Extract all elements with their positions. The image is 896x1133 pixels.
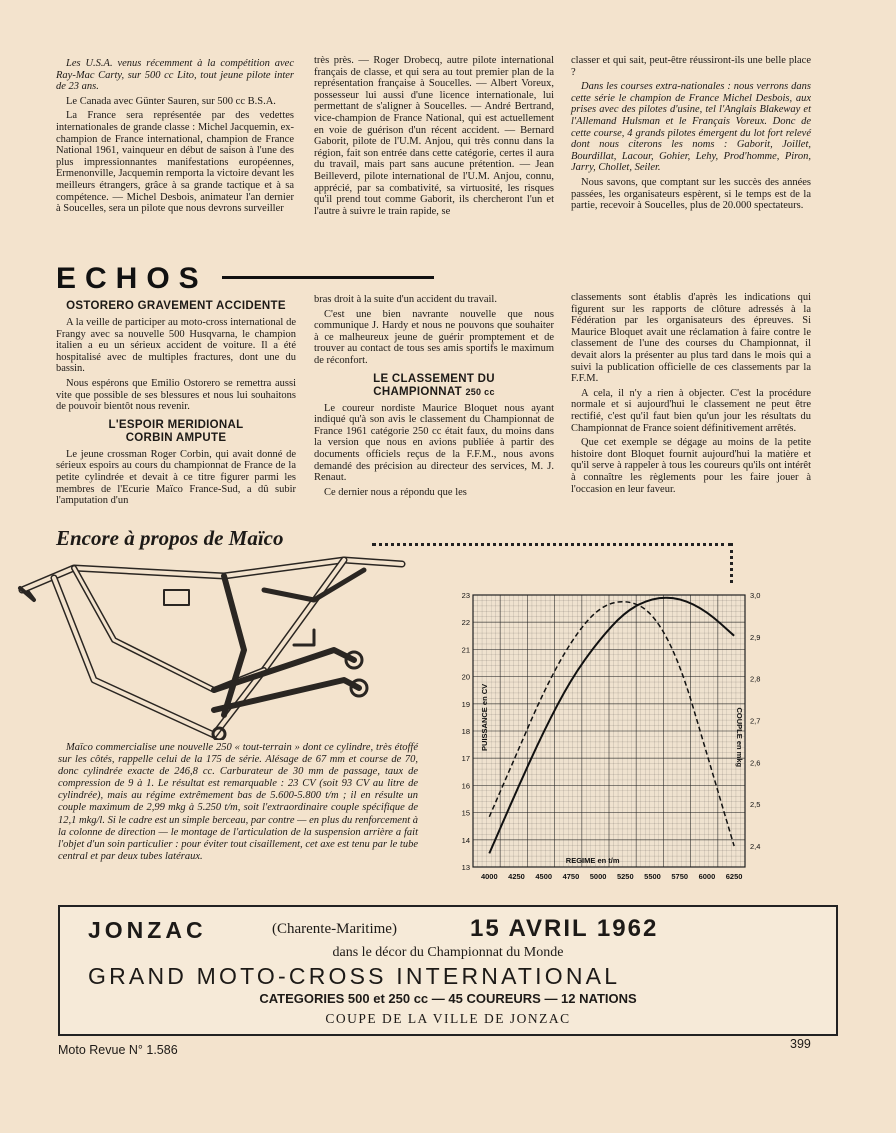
article-column-1: [56, 58, 294, 218]
dotted-border: [372, 543, 732, 546]
y2-tick-label: 2,5: [750, 800, 761, 810]
paragraph: Ce dernier nous a répondu que les: [324, 486, 467, 498]
echos-column-2: [314, 294, 554, 501]
paragraph: Le Canada avec Günter Sauren, sur 500 cc B.S.A.: [66, 95, 276, 107]
y2-tick-label: 2,9: [750, 632, 761, 642]
page-number: 399: [790, 1037, 811, 1051]
y-tick-label: 19: [461, 699, 470, 709]
maico-caption: [58, 742, 418, 863]
heading-rule: [222, 276, 434, 279]
y-tick-label: 13: [461, 863, 470, 872]
paragraph: A cela, il n'y a rien à objecter. C'est la procédure normale et si aujourd'hui le classement ne peut être rectifié, c'est qu'il faut bien qu'un jour les résultats du Championnat de France soient définitivement arrêtés.: [571, 387, 811, 434]
ad-region: (Charente-Maritime): [272, 921, 397, 937]
subheading: [349, 373, 519, 399]
paragraph: bras droit à la suite d'un accident du travail.: [314, 294, 497, 305]
dotted-border: [730, 543, 733, 583]
maico-title: Encore à propos de Maïco: [56, 526, 284, 550]
power-torque-chart: [455, 585, 771, 890]
ad-subtitle: dans le décor du Championnat du Monde: [332, 945, 564, 960]
y2-tick-label: 2,7: [750, 716, 761, 726]
section-heading: ECHOS: [56, 262, 208, 295]
paragraph: Le coureur nordiste Maurice Bloquet nous ayant indiqué qu'à son avis le classement du Championnat de France 1961 catégorie 250 cc était faux, du moins dans la version que nous en avions publiée à partir des documents officiels reçus de la F.F.M., nous avons demandé des précision au directeur des services, M. J. Renaut.: [314, 402, 554, 484]
y2-tick-label: 3,0: [750, 591, 761, 600]
y-tick-label: 21: [461, 645, 470, 655]
y-tick-label: 18: [461, 727, 470, 736]
echos-column-3: [571, 292, 811, 498]
y-axis-label: PUISSANCE en CV: [480, 683, 489, 751]
x-tick-label: 6250: [725, 872, 743, 881]
x-tick-label: 5750: [671, 872, 689, 881]
ad-date: 15 AVRIL 1962: [470, 915, 659, 942]
footer-issue: Moto Revue N° 1.586: [58, 1043, 178, 1057]
y2-axis-label: COUPLE en mkg: [735, 707, 744, 768]
paragraph: classements sont établis d'après les indications qui figurent sur les rapports de clôture adressés à la Fédération par les organisateurs des épreuves. Si Maurice Bloquet avait une réclamation à faire contre le classement de l'une des courses du Championnat, il devait alors la présenter au plus tard dans le mois qui a suivi la publication officielle de ces classements par la F.F.M.: [571, 292, 811, 385]
paragraph: Dans les courses extra-nationales : nous verrons dans cette série le champion de France Michel Desbois, aux prises avec des pilotes d'usine, tel l'Anglais Blakeway et l'Allemand Hulsman et le Français Voreux. Donc de cette course, 4 grands pilotes émergent du lot fort relevé dont nous citerons les noms : Gaborit, Joillet, Bourdillat, Lacour, Gohier, Lehy, Prod'homme, Piron, Jarry, Chollet, Seiler.: [571, 81, 811, 174]
ad-event-name: GRAND MOTO-CROSS INTERNATIONAL: [88, 963, 621, 989]
x-tick-label: 6000: [698, 872, 716, 881]
x-tick-label: 5250: [616, 872, 634, 881]
event-advert: [58, 905, 838, 1036]
y2-tick-label: 2,4: [750, 842, 761, 852]
subheading-text: LE CLASSEMENT DU CHAMPIONNAT: [373, 372, 495, 398]
x-tick-label: 4000: [480, 872, 498, 881]
y-tick-label: 23: [461, 591, 470, 600]
paragraph: Les U.S.A. venus récemment à la compétition avec Ray-Mac Carty, sur 500 cc Lito, tout jeune pilote inter de 23 ans.: [56, 58, 294, 93]
article-column-2: [314, 55, 554, 220]
y2-tick-label: 2,6: [750, 758, 761, 768]
x-tick-label: 5500: [644, 872, 661, 881]
y2-tick-label: 2,8: [750, 674, 761, 684]
paragraph: classer et qui sait, peut-être réussiront-ils une belle place ?: [571, 55, 811, 78]
subheading-suffix: 250 cc: [465, 386, 495, 397]
paragraph: Nous espérons que Emilio Ostorero se remettra aussi vite que possible de ses blessures et nous lui souhaitons de pouvoir bientôt nous revenir.: [56, 377, 296, 413]
y-tick-label: 16: [461, 781, 470, 791]
x-tick-label: 5000: [589, 872, 607, 881]
y-tick-label: 22: [461, 618, 470, 628]
ad-categories: CATEGORIES 500 et 250 cc — 45 COUREURS — 12 NATIONS: [259, 991, 637, 1006]
paragraph: C'est une bien navrante nouvelle que nous communique J. Hardy et nous ne pouvons que souhaiter à ce malheureux jeune de guérir promptement et de trouver au contact de tous ses amis sportifs le maximum de réconfort.: [314, 308, 554, 366]
paragraph: Que cet exemple se dégage au moins de la petite histoire dont Bloquet fournit aujourd'hui la matière et qu'il serve à rappeler à tous les coureurs qu'ils ont intérêt à connaître les règlements pour les faire jouer à l'occasion en leur faveur.: [571, 437, 811, 495]
ad-trophy: COUPE DE LA VILLE DE JONZAC: [325, 1011, 571, 1026]
x-tick-label: 4750: [562, 872, 580, 881]
motorcycle-frame-illustration: [14, 530, 414, 740]
caption-text: Maïco commercialise une nouvelle 250 « tout-terrain » dont ce cylindre, très étoffé sur les côtés, rappelle celui de la 175 de série. Alésage de 67 mm et course de 70, donc cylindrée exacte de 246,8 cc. Carburateur de 30 mm de passage, taux de compression de 9 à 1. Le résultat est remarquable : 23 CV (soit 93 CV au litre de cylindrée), mais au régime extrêmement bas de 5.600-5.800 t/m ; il en résulte un couple maximum de 2,99 mkg à 5.250 t/m, soit l'extraordinaire couple spécifique de 12,1 mkg/l. Si le cadre est un simple berceau, par contre — en plus du renforcement à la colonne de direction — le montage de l'articulation de la suspension arrière a fait l'objet d'un soin particulier : pour éviter tout cisaillement, cet axe est tenu par le tube central et par deux tubes latéraux.: [58, 742, 418, 862]
y-tick-label: 17: [461, 754, 470, 764]
y-tick-label: 14: [461, 835, 470, 845]
subheading: OSTORERO GRAVEMENT ACCIDENTE: [66, 300, 286, 312]
paragraph: très près. — Roger Drobecq, autre pilote international français de classe, et qui sera au tout premier plan de la représentation française à Soucelles. — Albert Voreux, possesseur lui aussi d'une licence internationale, lui permettant de s'aligner à Soucelles. — André Bertrand, vice-champion de France National, qui est actuellement en voie de guérison d'un récent accident. — Bernard Gaborit, pilote de l'U.M. Anjou, qui très connu dans la région, fait son entrée dans cette catégorie, certes il aura du travail, mais part sans aucune prétention. — Jean Beilleverd, pilote international de l'U.M. Anjou, connu, apprécié, par sa combativité, sa virtuosité, les risques qu'il prend tout comme Gaborit, ils chercheront l'un et l'autre à suivre le train rapide, se: [314, 55, 554, 217]
paragraph: Le jeune crossman Roger Corbin, qui avait donné de sérieux espoirs au cours du championnat de France de la petite cylindrée et devait à ce titre figurer parmi les membres de l'Ecurie Maïco France-Sud, a dû subir l'amputation d'un: [56, 448, 296, 507]
subheading: L'ESPOIR MERIDIONAL CORBIN AMPUTE: [108, 418, 244, 444]
x-tick-label: 4250: [508, 872, 525, 881]
article-column-3: [571, 55, 811, 215]
x-axis-label: REGIME en t/m: [565, 856, 620, 865]
ad-city: JONZAC: [88, 917, 207, 943]
y-tick-label: 15: [461, 808, 470, 818]
x-tick-label: 4500: [535, 872, 553, 881]
y-tick-label: 20: [461, 672, 470, 682]
paragraph: La France sera représentée par des vedettes internationales de grande classe : Michel Jacquemin, ex-champion de France international, champion de France National 1961, vainqueur en début de saison à l'une des plus impressionnantes manifestations européennes, Ermenonville, Jacquemin remporta la victoire devant les meilleurs étrangers, grâce à sa grande tactique et à sa compétence. — Michel Desbois, animateur l'an dernier à Soucelles, sera un pilote que nous devrons surveiller: [56, 110, 294, 215]
paragraph: Nous savons, que comptant sur les succès des années passées, les organisateurs espèrent, si le temps est de la partie, recevoir à Soucelles, plus de 20.000 spectateurs.: [571, 176, 811, 212]
paragraph: A la veille de participer au moto-cross international de Frangy avec sa nouvelle 500 Husqvarna, le champion italien a eu un sérieux accident de voiture. Il a été hospitalisé avec de multiples fractures, dont une du bassin.: [56, 317, 296, 375]
echos-column-1: [56, 296, 296, 510]
